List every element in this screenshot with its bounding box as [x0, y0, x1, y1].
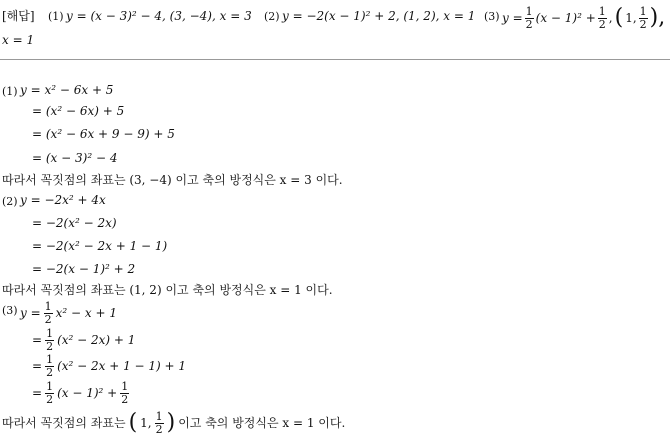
fraction-denominator: 2	[155, 422, 163, 436]
answer-3-vertex-fraction	[639, 6, 648, 31]
step-prefix: y =	[20, 306, 41, 320]
answer-2-text: y = −2(x − 1)² + 2, (1, 2), x = 1	[282, 9, 476, 23]
fraction-denominator: 2	[121, 392, 129, 406]
fraction-denominator: 2	[598, 17, 606, 31]
fraction-denominator: 2	[46, 392, 54, 406]
vertex-x: 1,	[140, 416, 152, 430]
fraction-denominator: 2	[44, 312, 52, 326]
fraction-numerator: 1	[121, 379, 129, 393]
answer-tag: [해답]	[2, 9, 35, 23]
part-1-step-1: y = x² − 6x + 5	[20, 83, 114, 97]
step-prefix: =	[32, 386, 43, 400]
step-prefix: =	[32, 333, 43, 347]
step-prefix: =	[32, 359, 43, 373]
fraction-numerator: 1	[44, 299, 52, 313]
conclusion-suffix: 이고 축의 방정식은 x = 1 이다.	[178, 416, 346, 430]
part-3-step-4	[32, 379, 129, 407]
fraction-numerator: 1	[46, 352, 54, 366]
part-2-conclusion: 따라서 꼭짓점의 좌표는 (1, 2) 이고 축의 방정식은 x = 1 이다.	[2, 283, 333, 297]
fraction-denominator: 2	[525, 17, 533, 31]
step-rest: (x² − 2x) + 1	[57, 333, 136, 347]
vertex-fraction	[155, 411, 164, 436]
part-2-label: (2)	[2, 195, 18, 208]
answer-3-vertex-x: 1,	[625, 11, 637, 25]
step-middle: (x − 1)² +	[57, 386, 118, 400]
part-3-conclusion	[2, 408, 345, 438]
answer-1-label: (1)	[48, 10, 64, 23]
fraction-denominator: 2	[46, 365, 54, 379]
vertex-open-paren: (	[128, 410, 138, 435]
part-3-step-3	[32, 353, 186, 379]
vertex-close-paren: )	[166, 410, 176, 435]
fraction-numerator: 1	[46, 379, 54, 393]
answer-3-vertex-open: (	[614, 5, 624, 30]
part-2-step-2: = −2(x² − 2x)	[32, 216, 117, 230]
conclusion-prefix: 따라서 꼭짓점의 좌표는	[2, 416, 126, 430]
part-1-step-4: = (x − 3)² − 4	[32, 151, 118, 165]
part-2-step-3: = −2(x² − 2x + 1 − 1)	[32, 239, 168, 253]
step-fraction	[45, 381, 54, 406]
step-rest: x² − x + 1	[55, 306, 118, 320]
step-fraction	[44, 301, 53, 326]
fraction-denominator: 2	[46, 339, 54, 353]
answer-2-label: (2)	[264, 10, 280, 23]
fraction-numerator: 1	[525, 4, 533, 18]
answer-3-fraction-q	[598, 6, 607, 31]
part-2-step-4: = −2(x − 1)² + 2	[32, 262, 136, 276]
part-2-step-1: y = −2x² + 4x	[20, 193, 106, 207]
answer-3-axis: x = 1	[2, 33, 35, 47]
part-1-step-2: = (x² − 6x) + 5	[32, 104, 125, 118]
step-fraction	[45, 328, 54, 353]
part-1-label: (1)	[2, 85, 18, 98]
answer-3-equation: y = $\frac{1}{2}$ (x − 1)² + $\frac{1}{2}$ , ( 1, $\frac{1}{2}$ ),	[502, 4, 666, 31]
answer-3-prefix: y =	[502, 11, 523, 25]
fraction-numerator: 1	[46, 326, 54, 340]
answer-3-middle: (x − 1)² +	[535, 11, 596, 25]
step-rest: (x² − 2x + 1 − 1) + 1	[57, 359, 187, 373]
fraction-denominator: 2	[639, 17, 647, 31]
part-3-step-1	[20, 300, 117, 326]
step-fraction-constant	[120, 381, 129, 406]
fraction-numerator: 1	[639, 4, 647, 18]
answer-3-fraction-a	[525, 6, 534, 31]
answer-3-vertex-close: ),	[649, 5, 666, 30]
fraction-numerator: 1	[598, 4, 606, 18]
part-1-step-3: = (x² − 6x + 9 − 9) + 5	[32, 127, 175, 141]
divider	[0, 59, 670, 60]
part-3-label: (3)	[2, 304, 18, 317]
fraction-numerator: 1	[155, 409, 163, 423]
answer-1-text: y = (x − 3)² − 4, (3, −4), x = 3	[66, 9, 252, 23]
part-3-step-2	[32, 327, 135, 353]
step-fraction	[45, 354, 54, 379]
part-1-conclusion: 따라서 꼭짓점의 좌표는 (3, −4) 이고 축의 방정식은 x = 3 이다.	[2, 173, 343, 187]
answer-3-label: (3)	[484, 10, 500, 23]
